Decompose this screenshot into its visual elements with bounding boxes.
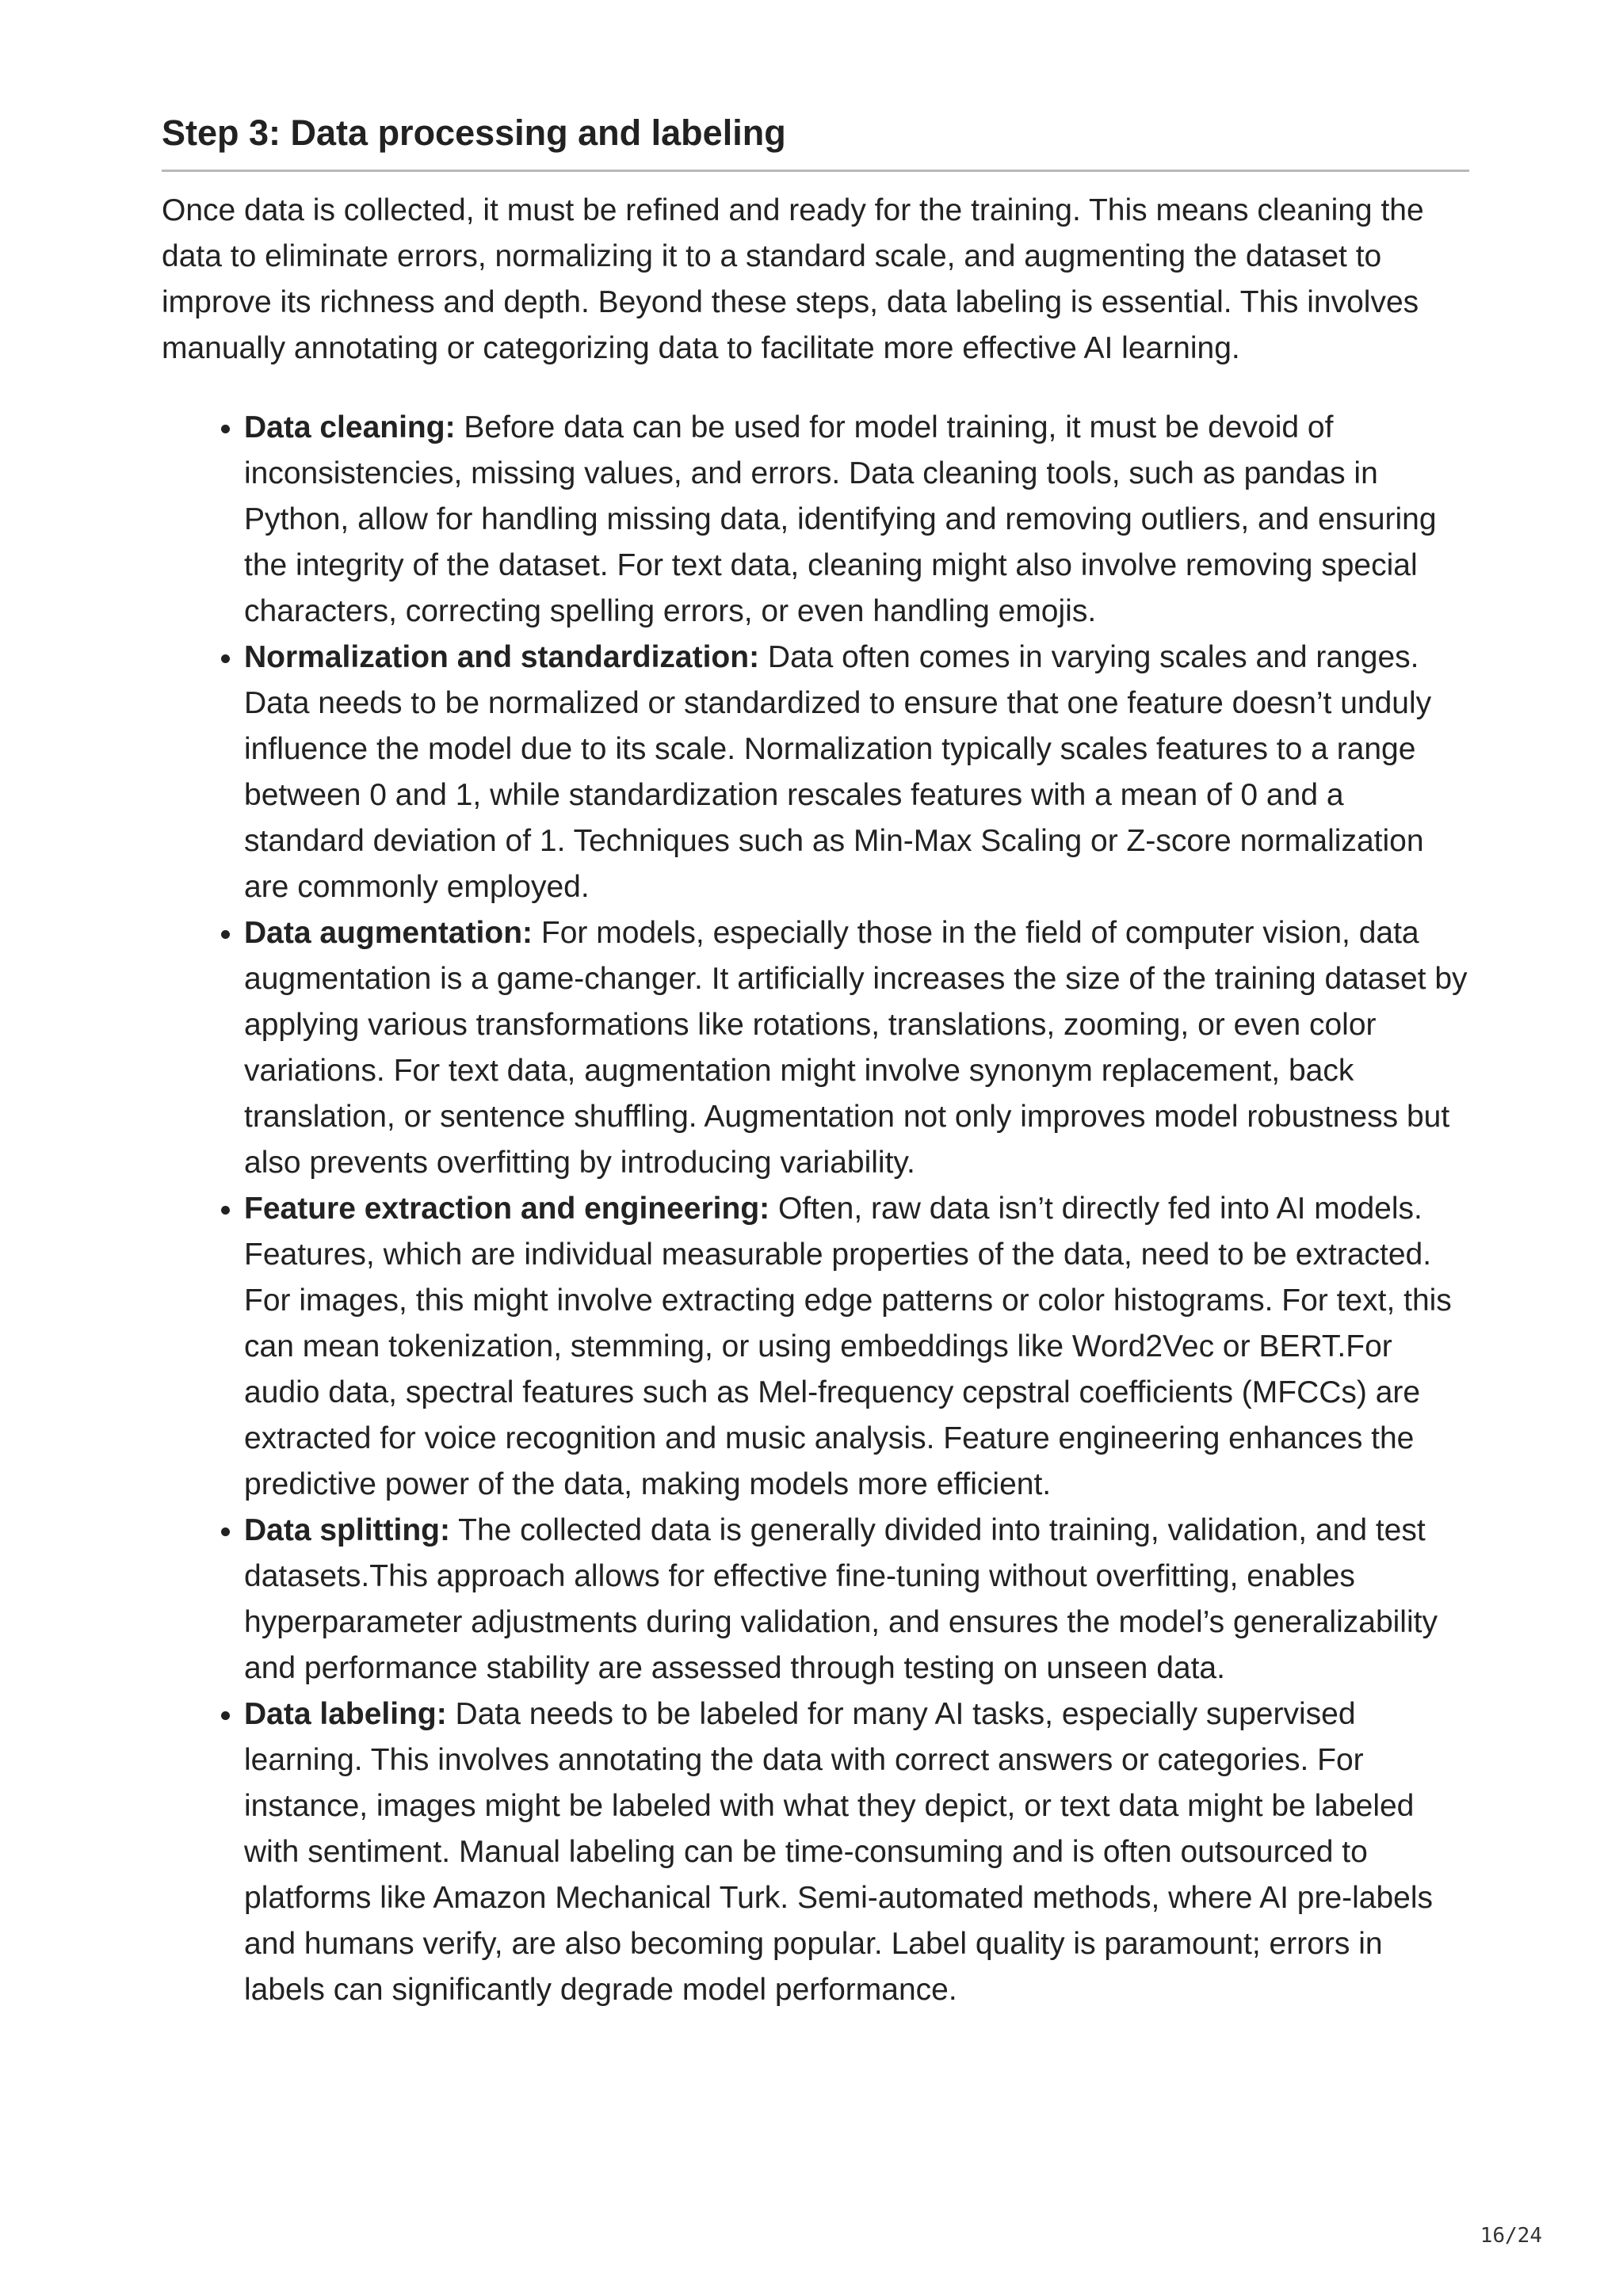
intro-paragraph: Once data is collected, it must be refined and ready for the training. This means cleaning the data to eliminate errors, normalizing it to a standard scale, and augmenting the dataset to improve its richness and depth. Beyond these steps, data labeling is essential. This involves manually annotating or categorizing data to facilitate more effective AI learning.: [162, 193, 1424, 365]
list-item-data-splitting: [244, 1508, 1469, 1691]
list-item-normalization: [244, 635, 1469, 910]
list-item-term: Data cleaning:: [244, 410, 456, 444]
list-item-text: Before data can be used for model training, it must be devoid of inconsistencies, missing values, and errors. Data cleaning tools, such as pandas in Python, allow for handling missing data, identifying and removing outliers, and ensuring the integrity of the dataset. For text data, cleaning might also involve removing special characters, correcting spelling errors, or even handling emojis.: [244, 410, 1437, 628]
list-item-term: Data augmentation:: [244, 916, 533, 950]
list-item-term: Feature extraction and engineering:: [244, 1192, 770, 1226]
list-item-text: For models, especially those in the field of computer vision, data augmentation is a game-changer. It artificially increases the size of the training dataset by applying various transformations like rotations, translations, zooming, or even color variations. For text data, augmentation might involve synonym replacement, back translation, or sentence shuffling. Augmentation not only improves model robustness but also prevents overfitting by introducing variability.: [244, 916, 1468, 1180]
bullet-list: [162, 405, 1469, 2013]
document-content: [162, 111, 1469, 2013]
list-item-text: Often, raw data isn’t directly fed into AI models. Features, which are individual measurable properties of the data, need to be extracted. For images, this might involve extracting edge patterns or color histograms. For text, this can mean tokenization, stemming, or using embeddings like Word2Vec or BERT.For audio data, spectral features such as Mel-frequency cepstral coefficients (MFCCs) are extracted for voice recognition and music analysis. Feature engineering enhances the predictive power of the data, making models more efficient.: [244, 1192, 1452, 1501]
list-item-data-augmentation: [244, 910, 1469, 1186]
list-item-text: The collected data is generally divided into training, validation, and test datasets.This approach allows for effective fine-tuning without overfitting, enables hyperparameter adjustments during validation, and ensures the model’s generalizability and performance stability are assessed through testing on unseen data.: [244, 1513, 1438, 1685]
list-item-data-labeling: [244, 1691, 1469, 2013]
list-item-term: Data labeling:: [244, 1697, 447, 1731]
list-item-feature-extraction: [244, 1186, 1469, 1508]
list-item-text: Data needs to be labeled for many AI tasks, especially supervised learning. This involves annotating the data with correct answers or categories. For instance, images might be labeled with what they depict, or text data might be labeled with sentiment. Manual labeling can be time-consuming and is often outsourced to platforms like Amazon Mechanical Turk. Semi-automated methods, where AI pre-labels and humans verify, are also becoming popular. Label quality is paramount; errors in labels can significantly degrade model performance.: [244, 1697, 1434, 2007]
list-item-data-cleaning: [244, 405, 1469, 635]
list-item-term: Normalization and standardization:: [244, 640, 760, 674]
page-number: 16/24: [1480, 2224, 1542, 2248]
section-heading: Step 3: Data processing and labeling: [162, 111, 1469, 172]
list-item-text: Data often comes in varying scales and ranges. Data needs to be normalized or standardized to ensure that one feature doesn’t unduly influence the model due to its scale. Normalization typically scales features to a range between 0 and 1, while standardization rescales features with a mean of 0 and a standard deviation of 1. Techniques such as Min-Max Scaling or Z-score normalization are commonly employed.: [244, 640, 1432, 904]
list-item-term: Data splitting:: [244, 1513, 450, 1547]
